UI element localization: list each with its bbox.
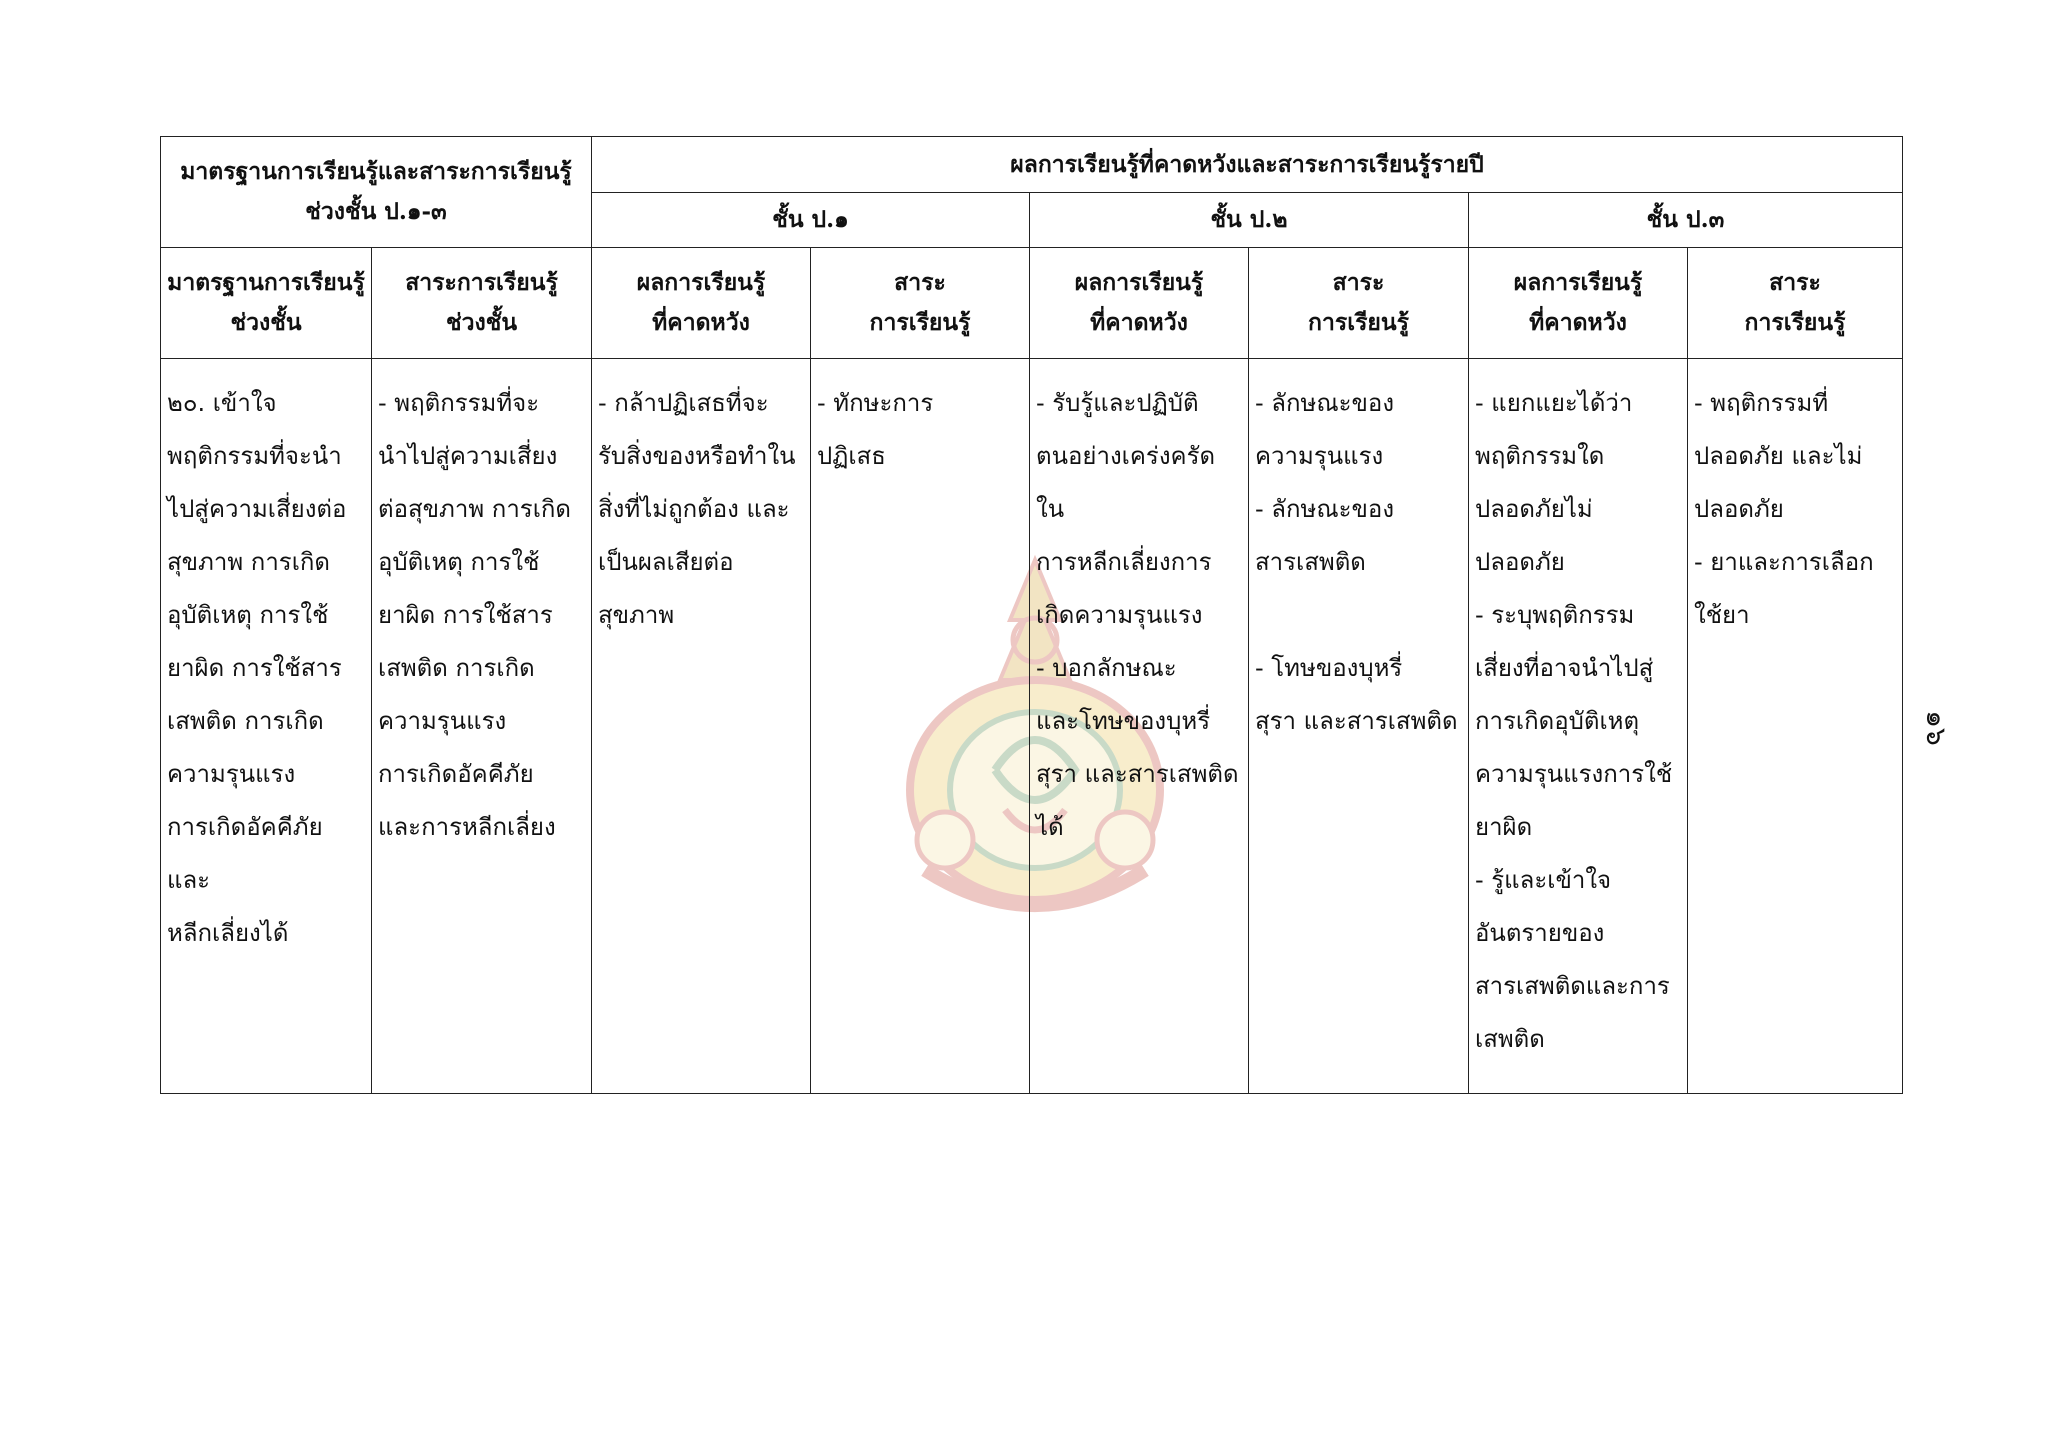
col-header-content-l2: ช่วงชั้น xyxy=(445,309,518,336)
col-header-p1-subject xyxy=(811,248,1030,359)
cell-p3-outcome: - แยกแยะได้ว่า พฤติกรรมใด ปลอดภัยไม่ ปลอดภัย - ระบุพฤติกรรม เสี่ยงที่อาจนำไปสู่ การเกิดอุบัติเหตุ ความรุนแรงการใช้ ยาผิด - รู้และเข้าใจ อันตรายของ สารเสพติดและการ เสพติด xyxy=(1469,359,1688,1094)
cell-p1-outcome: - กล้าปฏิเสธที่จะ รับสิ่งของหรือทำใน สิ่งที่ไม่ถูกต้อง และ เป็นผลเสียต่อ สุขภาพ xyxy=(592,359,811,1094)
col-header-p1-subject-l1: สาระ xyxy=(894,269,946,296)
col-header-p3-subject xyxy=(1688,248,1903,359)
col-header-p2-subject xyxy=(1249,248,1469,359)
col-header-content-l1: สาระการเรียนรู้ xyxy=(405,269,558,296)
grade-header-p3: ชั้น ป.๓ xyxy=(1469,193,1903,248)
col-header-p1-outcome-l2: ที่คาดหวัง xyxy=(652,309,750,336)
curriculum-table xyxy=(160,136,1903,1094)
cell-p3-subject: - พฤติกรรมที่ ปลอดภัย และไม่ ปลอดภัย - ยาและการเลือก ใช้ยา xyxy=(1688,359,1903,1094)
col-header-p2-outcome-l2: ที่คาดหวัง xyxy=(1090,309,1188,336)
cell-standard: ๒๐. เข้าใจ พฤติกรรมที่จะนำ ไปสู่ความเสี่ยงต่อ สุขภาพ การเกิด อุบัติเหตุ การใช้ ยาผิด การใช้สาร เสพติด การเกิด ความรุนแรง การเกิดอัคคีภัยและ หลีกเลี่ยงได้ xyxy=(161,359,372,1094)
cell-p1-subject: - ทักษะการ ปฏิเสธ xyxy=(811,359,1030,1094)
col-header-content xyxy=(372,248,592,359)
col-header-standard-l2: ช่วงชั้น xyxy=(230,309,302,336)
cell-content: - พฤติกรรมที่จะ นำไปสู่ความเสี่ยง ต่อสุขภาพ การเกิด อุบัติเหตุ การใช้ ยาผิด การใช้สาร เสพติด การเกิด ความรุนแรง การเกิดอัคคีภัย และการหลีกเลี่ยง xyxy=(372,359,592,1094)
cell-p2-outcome: - รับรู้และปฏิบัติ ตนอย่างเคร่งครัดใน การหลีกเลี่ยงการ เกิดความรุนแรง - บอกลักษณะ และโทษของบุหรี่ สุรา และสารเสพติด ได้ xyxy=(1030,359,1249,1094)
col-header-p1-outcome-l1: ผลการเรียนรู้ xyxy=(636,269,766,296)
standards-group-header-line1: มาตรฐานการเรียนรู้และสาระการเรียนรู้ xyxy=(180,158,572,185)
col-header-standard xyxy=(161,248,372,359)
standards-group-header xyxy=(161,137,592,248)
col-header-standard-l1: มาตรฐานการเรียนรู้ xyxy=(167,269,365,296)
grade-header-p1: ชั้น ป.๑ xyxy=(592,193,1030,248)
col-header-p3-subject-l2: การเรียนรู้ xyxy=(1744,309,1846,336)
col-header-p2-outcome xyxy=(1030,248,1249,359)
col-header-p2-subject-l1: สาระ xyxy=(1332,269,1385,296)
col-header-p2-outcome-l1: ผลการเรียนรู้ xyxy=(1074,269,1204,296)
col-header-p3-subject-l1: สาระ xyxy=(1769,269,1821,296)
col-header-p3-outcome-l1: ผลการเรียนรู้ xyxy=(1513,269,1643,296)
grade-header-p2: ชั้น ป.๒ xyxy=(1030,193,1469,248)
page-number: ๑๖ xyxy=(1919,710,1953,746)
col-header-p1-outcome xyxy=(592,248,811,359)
annual-outcomes-header: ผลการเรียนรู้ที่คาดหวังและสาระการเรียนรู้รายปี xyxy=(592,137,1903,193)
col-header-p2-subject-l2: การเรียนรู้ xyxy=(1308,309,1409,336)
col-header-p3-outcome xyxy=(1469,248,1688,359)
standards-group-header-line2: ช่วงชั้น ป.๑-๓ xyxy=(305,198,447,225)
cell-p2-subject: - ลักษณะของ ความรุนแรง - ลักษณะของ สารเสพติด - โทษของบุหรี่ สุรา และสารเสพติด xyxy=(1249,359,1469,1094)
col-header-p1-subject-l2: การเรียนรู้ xyxy=(869,309,971,336)
col-header-p3-outcome-l2: ที่คาดหวัง xyxy=(1529,309,1627,336)
